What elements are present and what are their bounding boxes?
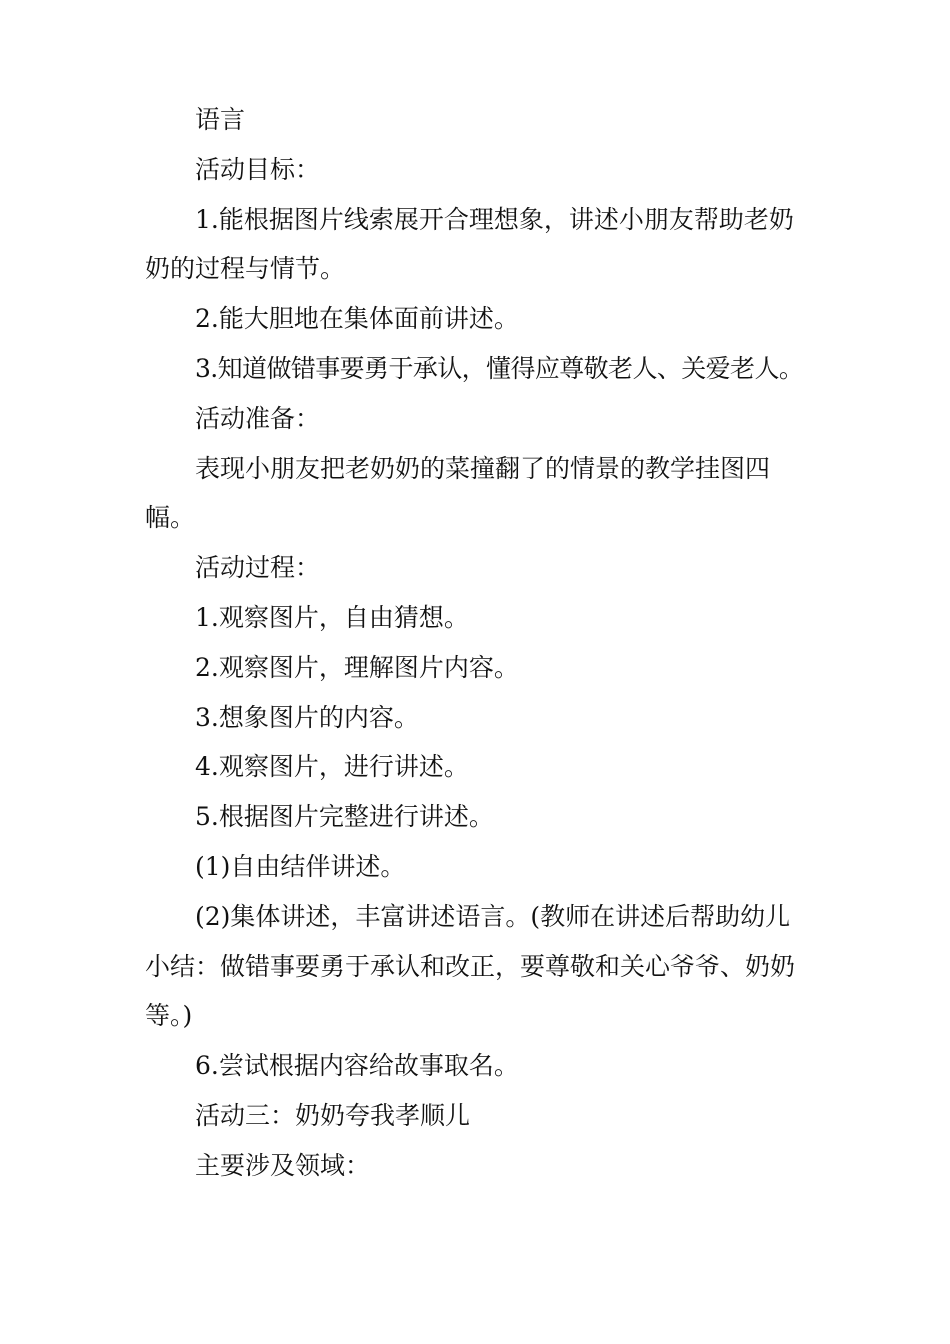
section-heading: 语言: [195, 105, 246, 134]
list-item: 2.观察图片，理解图片内容。: [195, 652, 519, 682]
list-item: 4.观察图片，进行讲述。: [195, 752, 469, 782]
body-paragraph: 表现小朋友把老奶奶的菜撞翻了的情景的教学挂图四幅。: [145, 453, 771, 533]
section-heading: 活动目标：: [195, 154, 321, 184]
sub-list-item: (2)集体讲述，丰富讲述语言。(教师在讲述后帮助幼儿小结：做错事要勇于承认和改正，要尊敬和关心爷爷、奶奶等。): [145, 901, 796, 1031]
document-body: [145, 95, 810, 1191]
section-heading: 主要涉及领域：: [195, 1150, 371, 1180]
list-item: 1.能根据图片线索展开合理想象，讲述小朋友帮助老奶奶的过程与情节。: [145, 204, 794, 284]
list-item: 6.尝试根据内容给故事取名。: [195, 1051, 519, 1081]
list-item: 2.能大胆地在集体面前讲述。: [195, 304, 519, 334]
list-item: 3.知道做错事要勇于承认，懂得应尊敬老人、关爱老人。: [195, 353, 804, 383]
sub-list-item: (1)自由结伴讲述。: [195, 851, 406, 881]
list-item: 1.观察图片，自由猜想。: [195, 602, 469, 632]
section-heading: 活动过程：: [195, 553, 321, 583]
section-heading: 活动三：奶奶夸我孝顺儿: [195, 1100, 471, 1130]
section-heading: 活动准备：: [195, 403, 321, 433]
list-item: 3.想象图片的内容。: [195, 702, 419, 732]
list-item: 5.根据图片完整进行讲述。: [195, 802, 494, 832]
